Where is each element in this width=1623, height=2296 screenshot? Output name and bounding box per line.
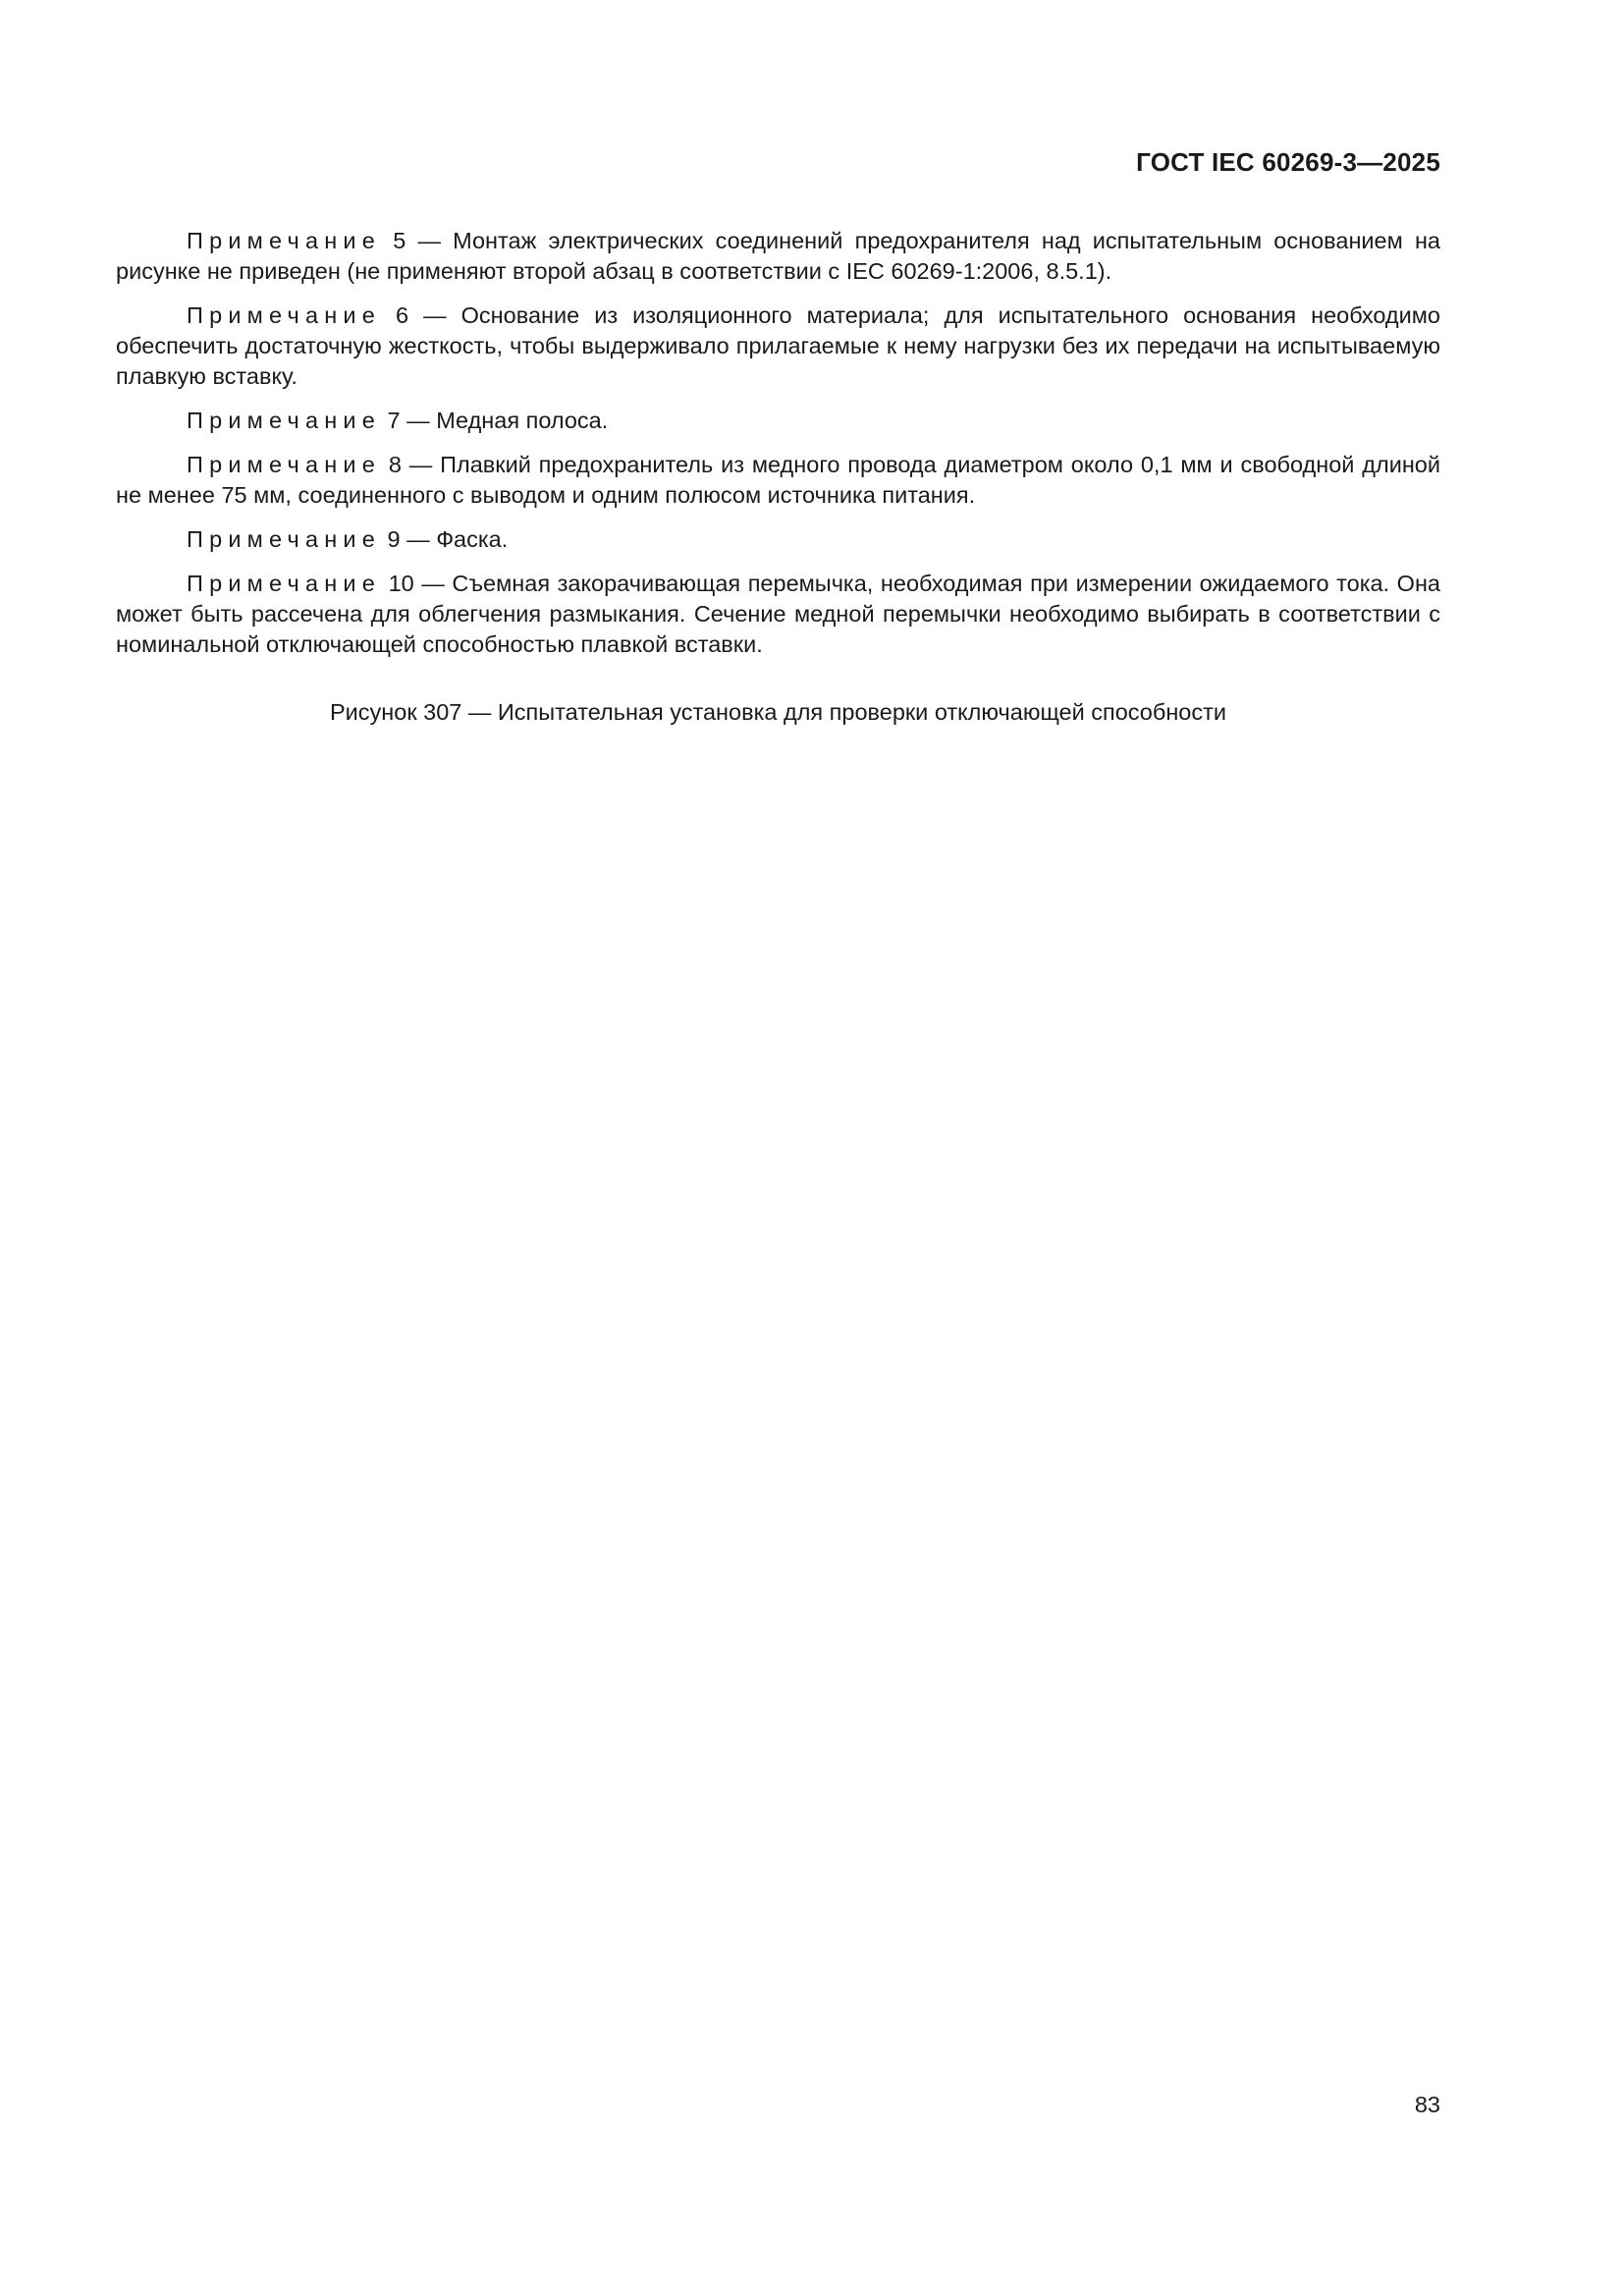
note-10 [116, 569, 1440, 660]
note-text: 6 — Основание из изоляционного материала; для испытательного основания необходимо обеспечить достаточную жесткость, чтобы выдерживало прилагаемые к нему нагрузки без их передачи на испытываемую плавкую вставку. [116, 302, 1440, 389]
note-label: Примечание [187, 408, 382, 433]
note-text: 9 — Фаска. [381, 526, 509, 552]
note-text: 5 — Монтаж электрических соединений предохранителя над испытательным основанием на рисунке не приведен (не применяют второй абзац в соответствии с IEC 60269-1:2006, 8.5.1). [116, 228, 1440, 284]
note-label: Примечание [187, 571, 382, 596]
note-label: Примечание [187, 302, 382, 328]
note-5 [116, 226, 1440, 287]
notes-section [116, 226, 1440, 674]
note-label: Примечание [187, 526, 382, 552]
note-text: 7 — Медная полоса. [381, 408, 609, 433]
note-6 [116, 301, 1440, 392]
note-label: Примечание [187, 452, 382, 477]
note-7 [116, 406, 1440, 436]
note-8 [116, 450, 1440, 511]
page-number: 83 [1414, 2092, 1440, 2117]
note-label: Примечание [187, 228, 382, 253]
figure-caption: Рисунок 307 — Испытательная установка для проверки отключающей способности [329, 699, 1227, 725]
note-text: 8 — Плавкий предохранитель из медного провода диаметром около 0,1 мм и свободной длиной не менее 75 мм, соединенного с выводом и одним полюсом источника питания. [116, 452, 1440, 508]
document-header-title: ГОСТ IEC 60269-3—2025 [1136, 147, 1440, 177]
note-text: 10 — Съемная закорачивающая перемычка, необходимая при измерении ожидаемого тока. Она может быть рассечена для облегчения размыкания. Сечение медной перемычки необходимо выбирать в соответствии с номинальной отключающей способностью плавкой вставки. [116, 571, 1440, 657]
note-9 [116, 524, 1440, 555]
